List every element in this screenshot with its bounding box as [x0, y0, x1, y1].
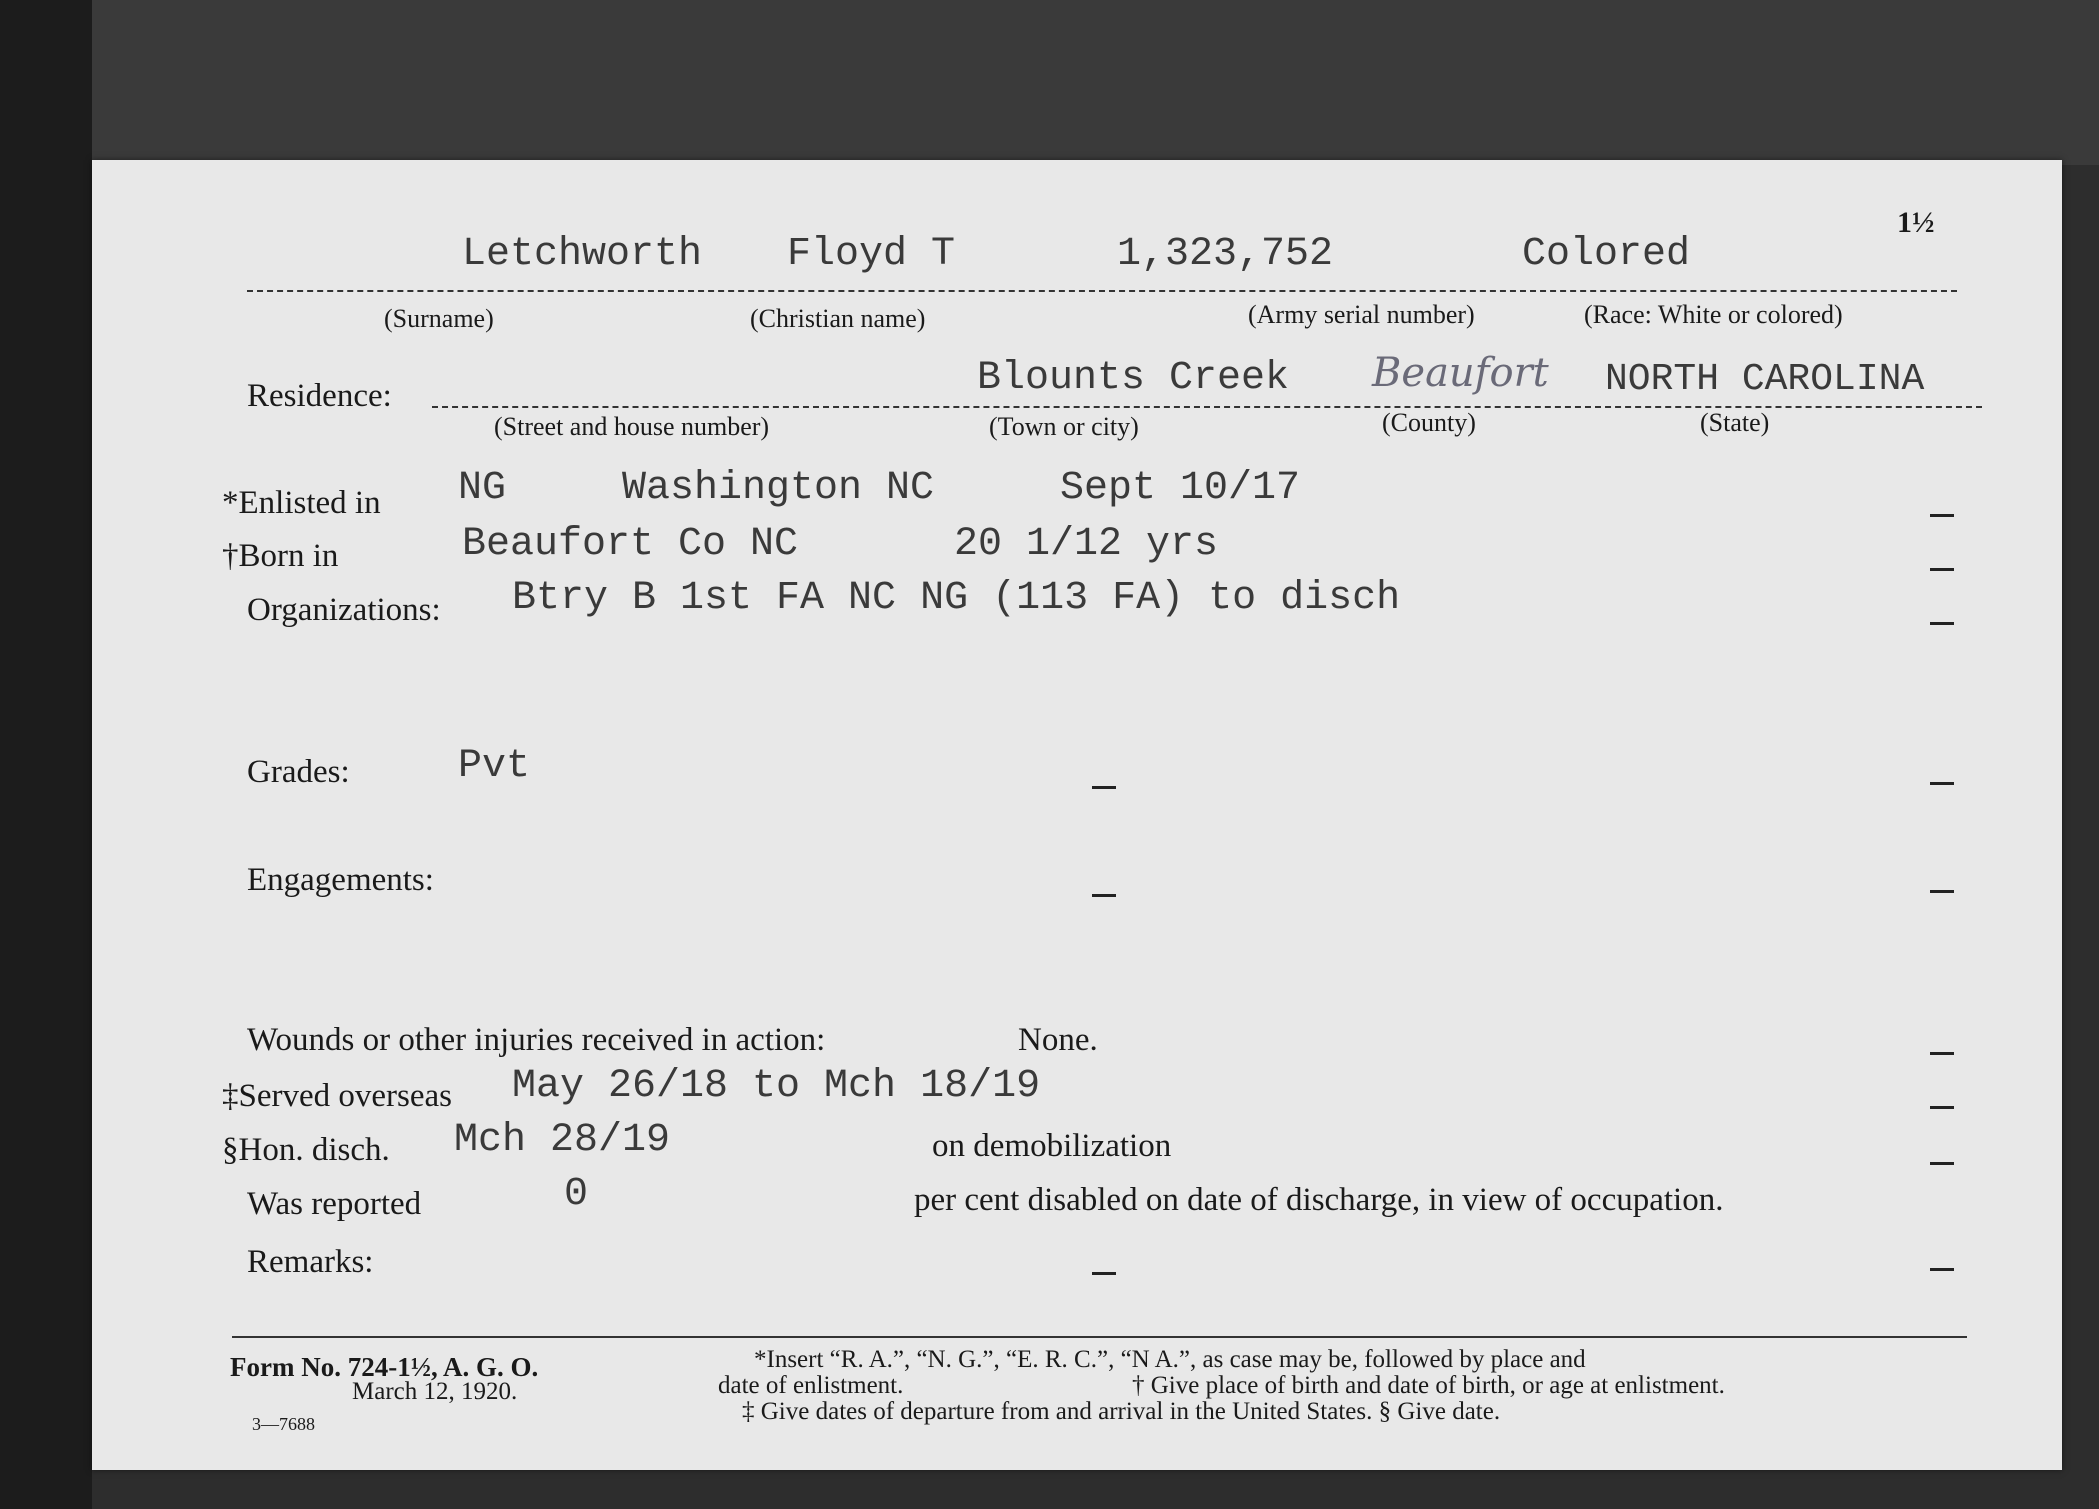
- dash-mark: [1092, 1272, 1116, 1275]
- corner-number: 1½: [1897, 206, 1935, 239]
- dash-mark: [1930, 890, 1954, 893]
- residence-label: Residence:: [247, 378, 392, 414]
- dash-mark: [1930, 782, 1954, 785]
- dash-mark: [1930, 514, 1954, 517]
- scan-background-top: [92, 0, 2099, 165]
- form-number: Form No. 724-1½, A. G. O.: [230, 1352, 539, 1382]
- residence-county-value: Beaufort: [1372, 350, 1549, 396]
- service-record-card: [92, 160, 2062, 1470]
- grades-label: Grades:: [247, 754, 350, 790]
- organizations-value: Btry B 1st FA NC NG (113 FA) to disch: [512, 576, 1401, 621]
- dash-mark: [1930, 1268, 1954, 1271]
- race-value: Colored: [1522, 232, 1691, 277]
- born-label: †Born in: [222, 538, 339, 574]
- footnote-enlistment-date: date of enlistment.: [718, 1372, 904, 1399]
- residence-town-value: Blounts Creek: [977, 356, 1290, 401]
- christian-name-caption: (Christian name): [750, 304, 926, 333]
- print-number: 3—7688: [252, 1414, 315, 1434]
- dash-mark: [1930, 1162, 1954, 1165]
- organizations-label: Organizations:: [247, 592, 441, 628]
- hon-discharge-label: §Hon. disch.: [222, 1132, 390, 1168]
- remarks-label: Remarks:: [247, 1244, 374, 1280]
- wounds-label: Wounds or other injuries received in action:: [247, 1022, 826, 1058]
- race-caption: (Race: White or colored): [1584, 300, 1843, 329]
- header-rule: [247, 290, 1957, 292]
- state-caption: (State): [1700, 408, 1770, 437]
- dash-mark: [1092, 786, 1116, 789]
- serial-number-caption: (Army serial number): [1248, 300, 1475, 329]
- enlisted-place-value: Washington NC: [622, 466, 935, 511]
- footnote-born: † Give place of birth and date of birth, or age at enlistment.: [1132, 1372, 1725, 1399]
- wounds-value: None.: [1018, 1022, 1098, 1058]
- enlisted-label: *Enlisted in: [222, 485, 381, 521]
- town-caption: (Town or city): [989, 412, 1139, 441]
- county-caption: (County): [1382, 408, 1476, 437]
- grades-value: Pvt: [458, 744, 531, 789]
- was-reported-value: 0: [564, 1172, 589, 1217]
- footnote-overseas: ‡ Give dates of departure from and arrival in the United States. § Give date.: [742, 1398, 1501, 1425]
- form-date: March 12, 1920.: [352, 1378, 518, 1405]
- hon-discharge-note: on demobilization: [932, 1128, 1172, 1164]
- dash-mark: [1092, 894, 1116, 897]
- enlisted-type-value: NG: [458, 466, 507, 511]
- serial-number-value: 1,323,752: [1117, 232, 1334, 277]
- engagements-label: Engagements:: [247, 862, 434, 898]
- was-reported-label: Was reported: [247, 1186, 422, 1222]
- street-caption: (Street and house number): [494, 412, 770, 441]
- enlisted-date-value: Sept 10/17: [1060, 466, 1301, 511]
- dash-mark: [1930, 1106, 1954, 1109]
- residence-state-value: NORTH CAROLINA: [1605, 358, 1925, 401]
- was-reported-text: per cent disabled on date of discharge, in view of occupation.: [914, 1182, 1724, 1218]
- dash-mark: [1930, 1052, 1954, 1055]
- dash-mark: [1930, 622, 1954, 625]
- dash-mark: [1930, 568, 1954, 571]
- hon-discharge-date-value: Mch 28/19: [454, 1118, 671, 1163]
- christian-name-value: Floyd T: [787, 232, 956, 277]
- born-place-value: Beaufort Co NC: [462, 522, 799, 567]
- surname-value: Letchworth: [462, 232, 703, 277]
- scan-background-left: [0, 0, 92, 1509]
- served-overseas-label: ‡Served overseas: [222, 1078, 453, 1114]
- footer-rule: [232, 1336, 1967, 1338]
- surname-caption: (Surname): [384, 304, 494, 333]
- footnote-enlisted: *Insert “R. A.”, “N. G.”, “E. R. C.”, “N A.”, as case may be, followed by place and: [754, 1346, 1586, 1373]
- served-overseas-value: May 26/18 to Mch 18/19: [512, 1064, 1041, 1109]
- born-age-value: 20 1/12 yrs: [954, 522, 1219, 567]
